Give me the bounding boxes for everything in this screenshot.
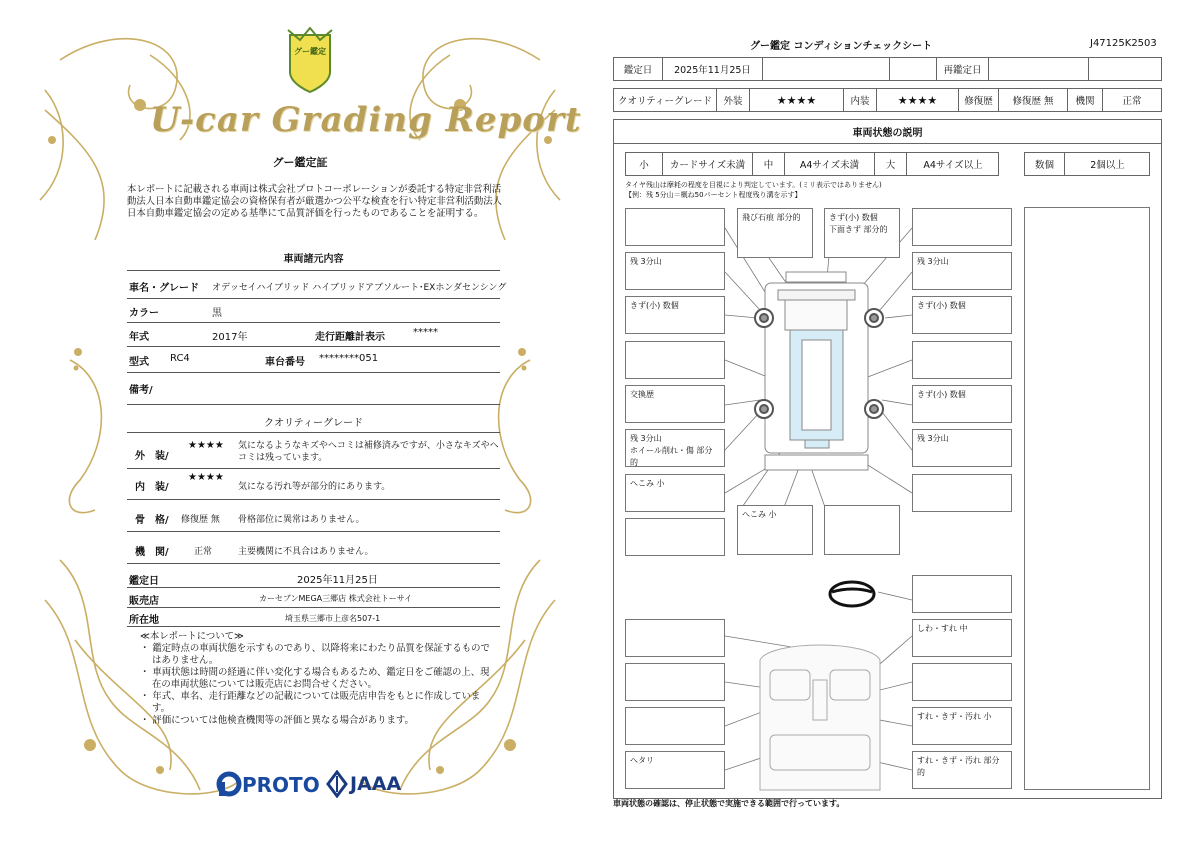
condition-box: すれ・きず・汚れ 部分的 (912, 751, 1012, 789)
model-value: RC4 (170, 353, 190, 364)
legend-count: 数個 (1025, 153, 1065, 175)
divider (127, 626, 500, 627)
note-item: ・ 車両状態は時間の経過に伴い変化する場合もあるため、鑑定日をご確認の上、現在の車両状態については販売店にお問合せください。 (140, 667, 490, 690)
frame-comment: 骨格部位に異常はありません。 (238, 515, 365, 525)
divider (127, 468, 500, 469)
year-label: 年式 (129, 332, 149, 343)
chassis-label: 車台番号 (265, 357, 305, 368)
goo-kantei-badge-icon (288, 28, 332, 92)
condition-box: へこみ 小 (737, 505, 813, 555)
legend-large: 大 (875, 153, 907, 175)
frame-label: 骨 格/ (135, 515, 169, 526)
engine-label: 機関 (1068, 89, 1103, 111)
note-item: ・ 年式、車名、走行距離などの記載については販売店申告をもとに作成しています。 (140, 691, 481, 714)
appraisal-date-value: 2025年11月25日 (297, 575, 378, 586)
sheet-id: J47125K2503 (1090, 38, 1157, 49)
exterior-label: 外 装/ (135, 451, 169, 462)
note-item: ・ 評価については他検査機関等の評価と異なる場合があります。 (140, 715, 414, 726)
condition-box (625, 707, 725, 745)
date-label: 鑑定日 (614, 58, 663, 80)
exterior-comment: 気になるようなキズやヘコミは補修済みですが、小さなキズやヘコミは残っています。 (238, 441, 499, 463)
condition-box: きず(小) 数個 (912, 385, 1012, 423)
badge-label: グー鑑定 (294, 47, 326, 56)
divider (127, 372, 500, 373)
int-label: 内装 (844, 89, 877, 111)
divider (127, 563, 500, 564)
notes-title: ≪本レポートについて≫ (140, 631, 244, 642)
car-interior-view-icon (760, 645, 880, 790)
proto-logo-icon (215, 770, 245, 798)
repair-value: 修復歴 無 (999, 89, 1068, 111)
condition-box (912, 663, 1012, 701)
state-heading: 車両状態の説明 (613, 119, 1162, 144)
condition-box: 交換歴 (625, 385, 725, 423)
certificate-title: グー鑑定証 (272, 156, 328, 169)
int-grade: ★★★★ (877, 89, 959, 111)
quality-heading: クオリティーグレード (264, 418, 363, 429)
ext-label: 外装 (717, 89, 750, 111)
sheet-title: グー鑑定 コンディションチェックシート (750, 41, 933, 52)
note-item: ・ 鑑定時点の車両状態を示すものであり、以降将来にわたり品質を保証するものではありません。 (140, 643, 490, 666)
condition-box (625, 341, 725, 379)
car-name-value: オデッセイハイブリッド ハイブリッドアブソルート･EXホンダセンシング (212, 283, 507, 293)
report-notes (140, 631, 495, 727)
condition-box: きず(小) 数個 下面きず 部分的 (824, 208, 900, 258)
condition-box: 残 3分山 (625, 252, 725, 290)
condition-box (912, 575, 1012, 613)
divider (127, 270, 500, 271)
tire-note: タイヤ残山は摩耗の程度を目視により判定しています。(ミリ表示ではありません) (625, 181, 882, 189)
condition-box (912, 474, 1012, 512)
tire-example: 【例：残 5分山＝概ね50パーセント程度残り溝を示す】 (625, 191, 802, 199)
model-label: 型式 (129, 357, 149, 368)
condition-check-sheet (600, 0, 1200, 848)
condition-box (912, 208, 1012, 246)
engine-value: 正常 (1122, 96, 1142, 107)
divider (127, 322, 500, 323)
specs-heading: 車両諸元内容 (283, 254, 344, 265)
condition-box: すれ・きず・汚れ 小 (912, 707, 1012, 745)
chassis-value: ********051 (319, 353, 379, 364)
interior-grade: ★★★★ (188, 472, 224, 483)
condition-box: しわ・すれ 中 (912, 619, 1012, 657)
divider (127, 404, 500, 405)
jaaa-logo-icon (326, 770, 348, 798)
interior-comment: 気になる汚れ等が部分的にあります。 (238, 482, 391, 492)
condition-box (625, 518, 725, 556)
dealer-value: カーセブンMEGA三郷店 株式会社トーサイ (259, 594, 413, 603)
ext-grade: ★★★★ (750, 89, 844, 111)
appraisal-date-label: 鑑定日 (129, 576, 159, 587)
remarks-label: 備考/ (129, 385, 153, 396)
dealer-label: 販売店 (129, 596, 159, 607)
car-name-label: 車名・グレード (129, 283, 199, 294)
condition-box (912, 341, 1012, 379)
condition-box (625, 663, 725, 701)
footer-note: 車両状態の確認は、停止状態で実施できる範囲で行っています。 (613, 799, 845, 808)
interior-label: 内 装/ (135, 482, 169, 493)
mileage-value: ***** (413, 327, 438, 338)
jaaa-logo-text: JAAA (350, 773, 402, 795)
condition-box: へタリ (625, 751, 725, 789)
car-top-view-icon (765, 272, 868, 470)
exterior-grade: ★★★★ (188, 440, 224, 451)
legend-count-desc: 2個以上 (1090, 160, 1125, 171)
proto-logo-text: PROTO (242, 773, 320, 797)
engine-grade: 正常 (194, 547, 213, 557)
condition-box: きず(小) 数個 (912, 296, 1012, 334)
color-value: 黒 (212, 308, 222, 319)
legend-small: 小 (626, 153, 663, 175)
certificate-statement: 本レポートに記載される車両は株式会社プロトコーポレーションが委託する特定非営利活動法人日本自動車鑑定協会の資格保有者が厳選かつ公平な検査を行い特定非営利活動法人日本自動車鑑定協会の定める基準にて品質評価を行ったものであることを証明する。 (127, 184, 503, 219)
address-label: 所在地 (129, 615, 159, 626)
year-value: 2017年 (212, 332, 248, 343)
engine-comment: 主要機関に不具合はありません。 (238, 547, 374, 557)
legend-mid-desc: A4サイズ未満 (785, 153, 875, 175)
engine-label: 機 関/ (135, 547, 169, 558)
redate-label: 再鑑定日 (937, 58, 989, 80)
steering-wheel-icon (830, 582, 874, 606)
mileage-label: 走行距離計表示 (315, 332, 385, 343)
divider (127, 346, 500, 347)
condition-box: 残 3分山 (912, 252, 1012, 290)
divider (127, 607, 500, 608)
repair-label: 修復歴 (959, 89, 999, 111)
condition-box: へこみ 小 (625, 474, 725, 512)
date-value: 2025年11月25日 (663, 58, 763, 80)
legend-large-desc: A4サイズ以上 (923, 160, 983, 171)
divider (127, 587, 500, 588)
legend-small-desc: カードサイズ未満 (663, 153, 753, 175)
color-label: カラー (129, 308, 159, 319)
divider (127, 531, 500, 532)
report-script-title: U-car Grading Report (150, 100, 582, 140)
condition-box: 飛び石痕 部分的 (737, 208, 813, 258)
condition-box (625, 208, 725, 246)
condition-box: きず(小) 数個 (625, 296, 725, 334)
condition-box: 残 3分山 (912, 429, 1012, 467)
divider (127, 499, 500, 500)
divider (127, 432, 500, 433)
condition-box (625, 619, 725, 657)
divider (127, 298, 500, 299)
legend-mid: 中 (753, 153, 785, 175)
condition-box: 残 3分山 ホイール削れ・傷 部分的 (625, 429, 725, 467)
quality-grade-label: クオリティーグレード (614, 89, 717, 111)
address-value: 埼玉県三郷市上彦名507-1 (285, 614, 381, 623)
condition-box (824, 505, 900, 555)
frame-grade: 修復歴 無 (181, 515, 220, 525)
